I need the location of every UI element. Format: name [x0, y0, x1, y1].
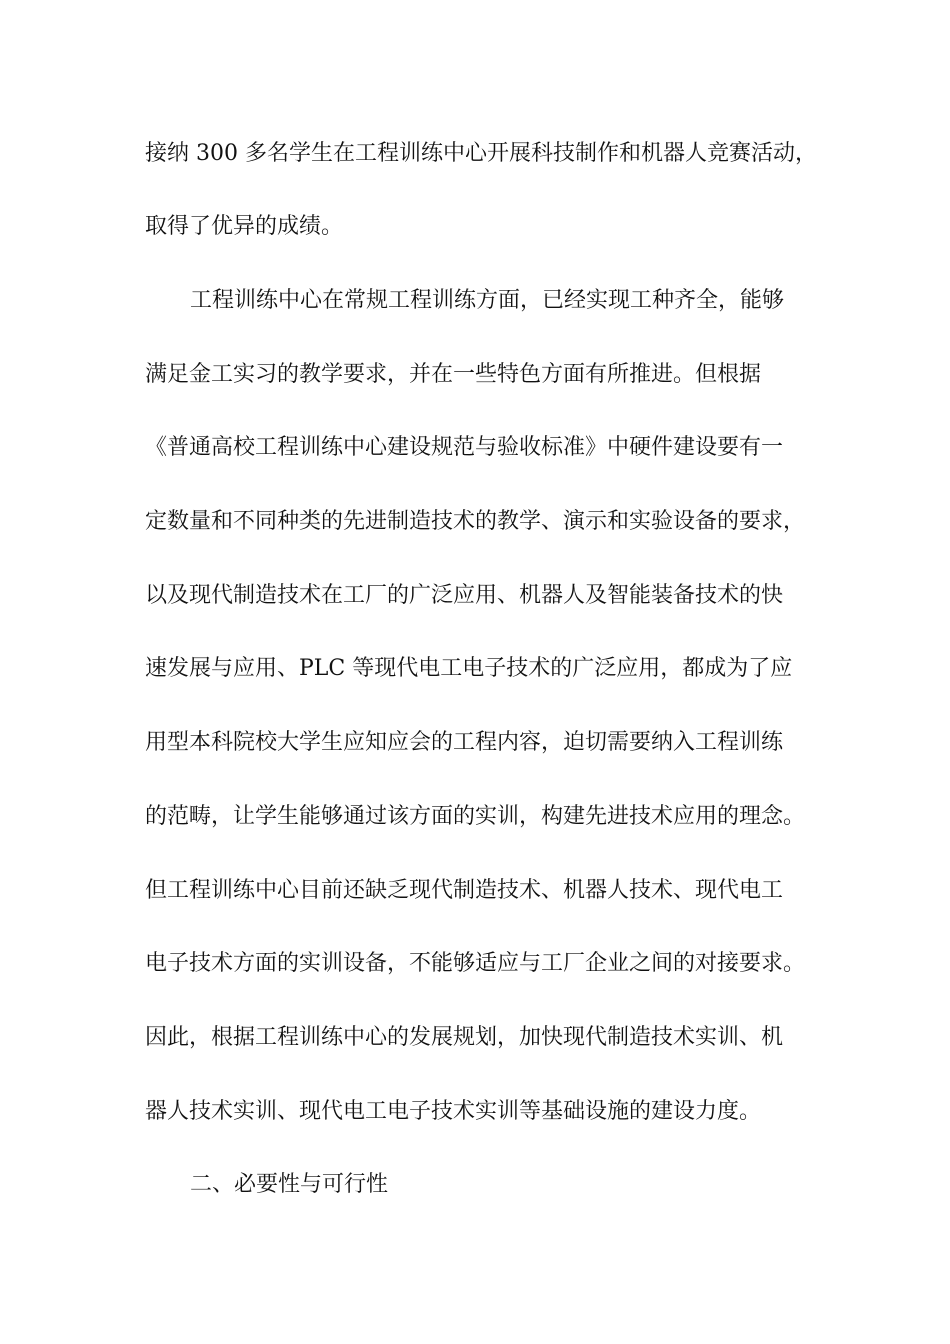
paragraph-start-line: 工程训练中心在常规工程训练方面，已经实现工种齐全，能够	[190, 288, 785, 313]
text-line-11: 但工程训练中心目前还缺乏现代制造技术、机器人技术、现代电工	[145, 878, 784, 903]
text-line-12: 电子技术方面的实训设备，不能够适应与工厂企业之间的对接要求。	[145, 951, 806, 976]
text-line-10: 的范畴，让学生能够通过该方面的实训，构建先进技术应用的理念。	[145, 804, 806, 829]
text-line-8: 速发展与应用、PLC 等现代电工电子技术的广泛应用，都成为了应	[145, 656, 793, 681]
text-line-7: 以及现代制造技术在工厂的广泛应用、机器人及智能装备技术的快	[145, 583, 784, 608]
section-heading: 二、必要性与可行性	[190, 1172, 389, 1197]
text-line-5: 《普通高校工程训练中心建设规范与验收标准》中硬件建设要有一	[145, 435, 784, 460]
text-line-6: 定数量和不同种类的先进制造技术的教学、演示和实验设备的要求，	[145, 509, 806, 534]
text-line-1: 接纳 300 多名学生在工程训练中心开展科技制作和机器人竞赛活动，	[145, 141, 817, 166]
text-line-2: 取得了优异的成绩。	[145, 214, 344, 239]
text-line-14: 器人技术实训、现代电工电子技术实训等基础设施的建设力度。	[145, 1099, 762, 1124]
text-line-4: 满足金工实习的教学要求，并在一些特色方面有所推进。但根据	[145, 362, 762, 387]
text-line-13: 因此，根据工程训练中心的发展规划，加快现代制造技术实训、机	[145, 1025, 784, 1050]
text-line-9: 用型本科院校大学生应知应会的工程内容，迫切需要纳入工程训练	[145, 730, 784, 755]
